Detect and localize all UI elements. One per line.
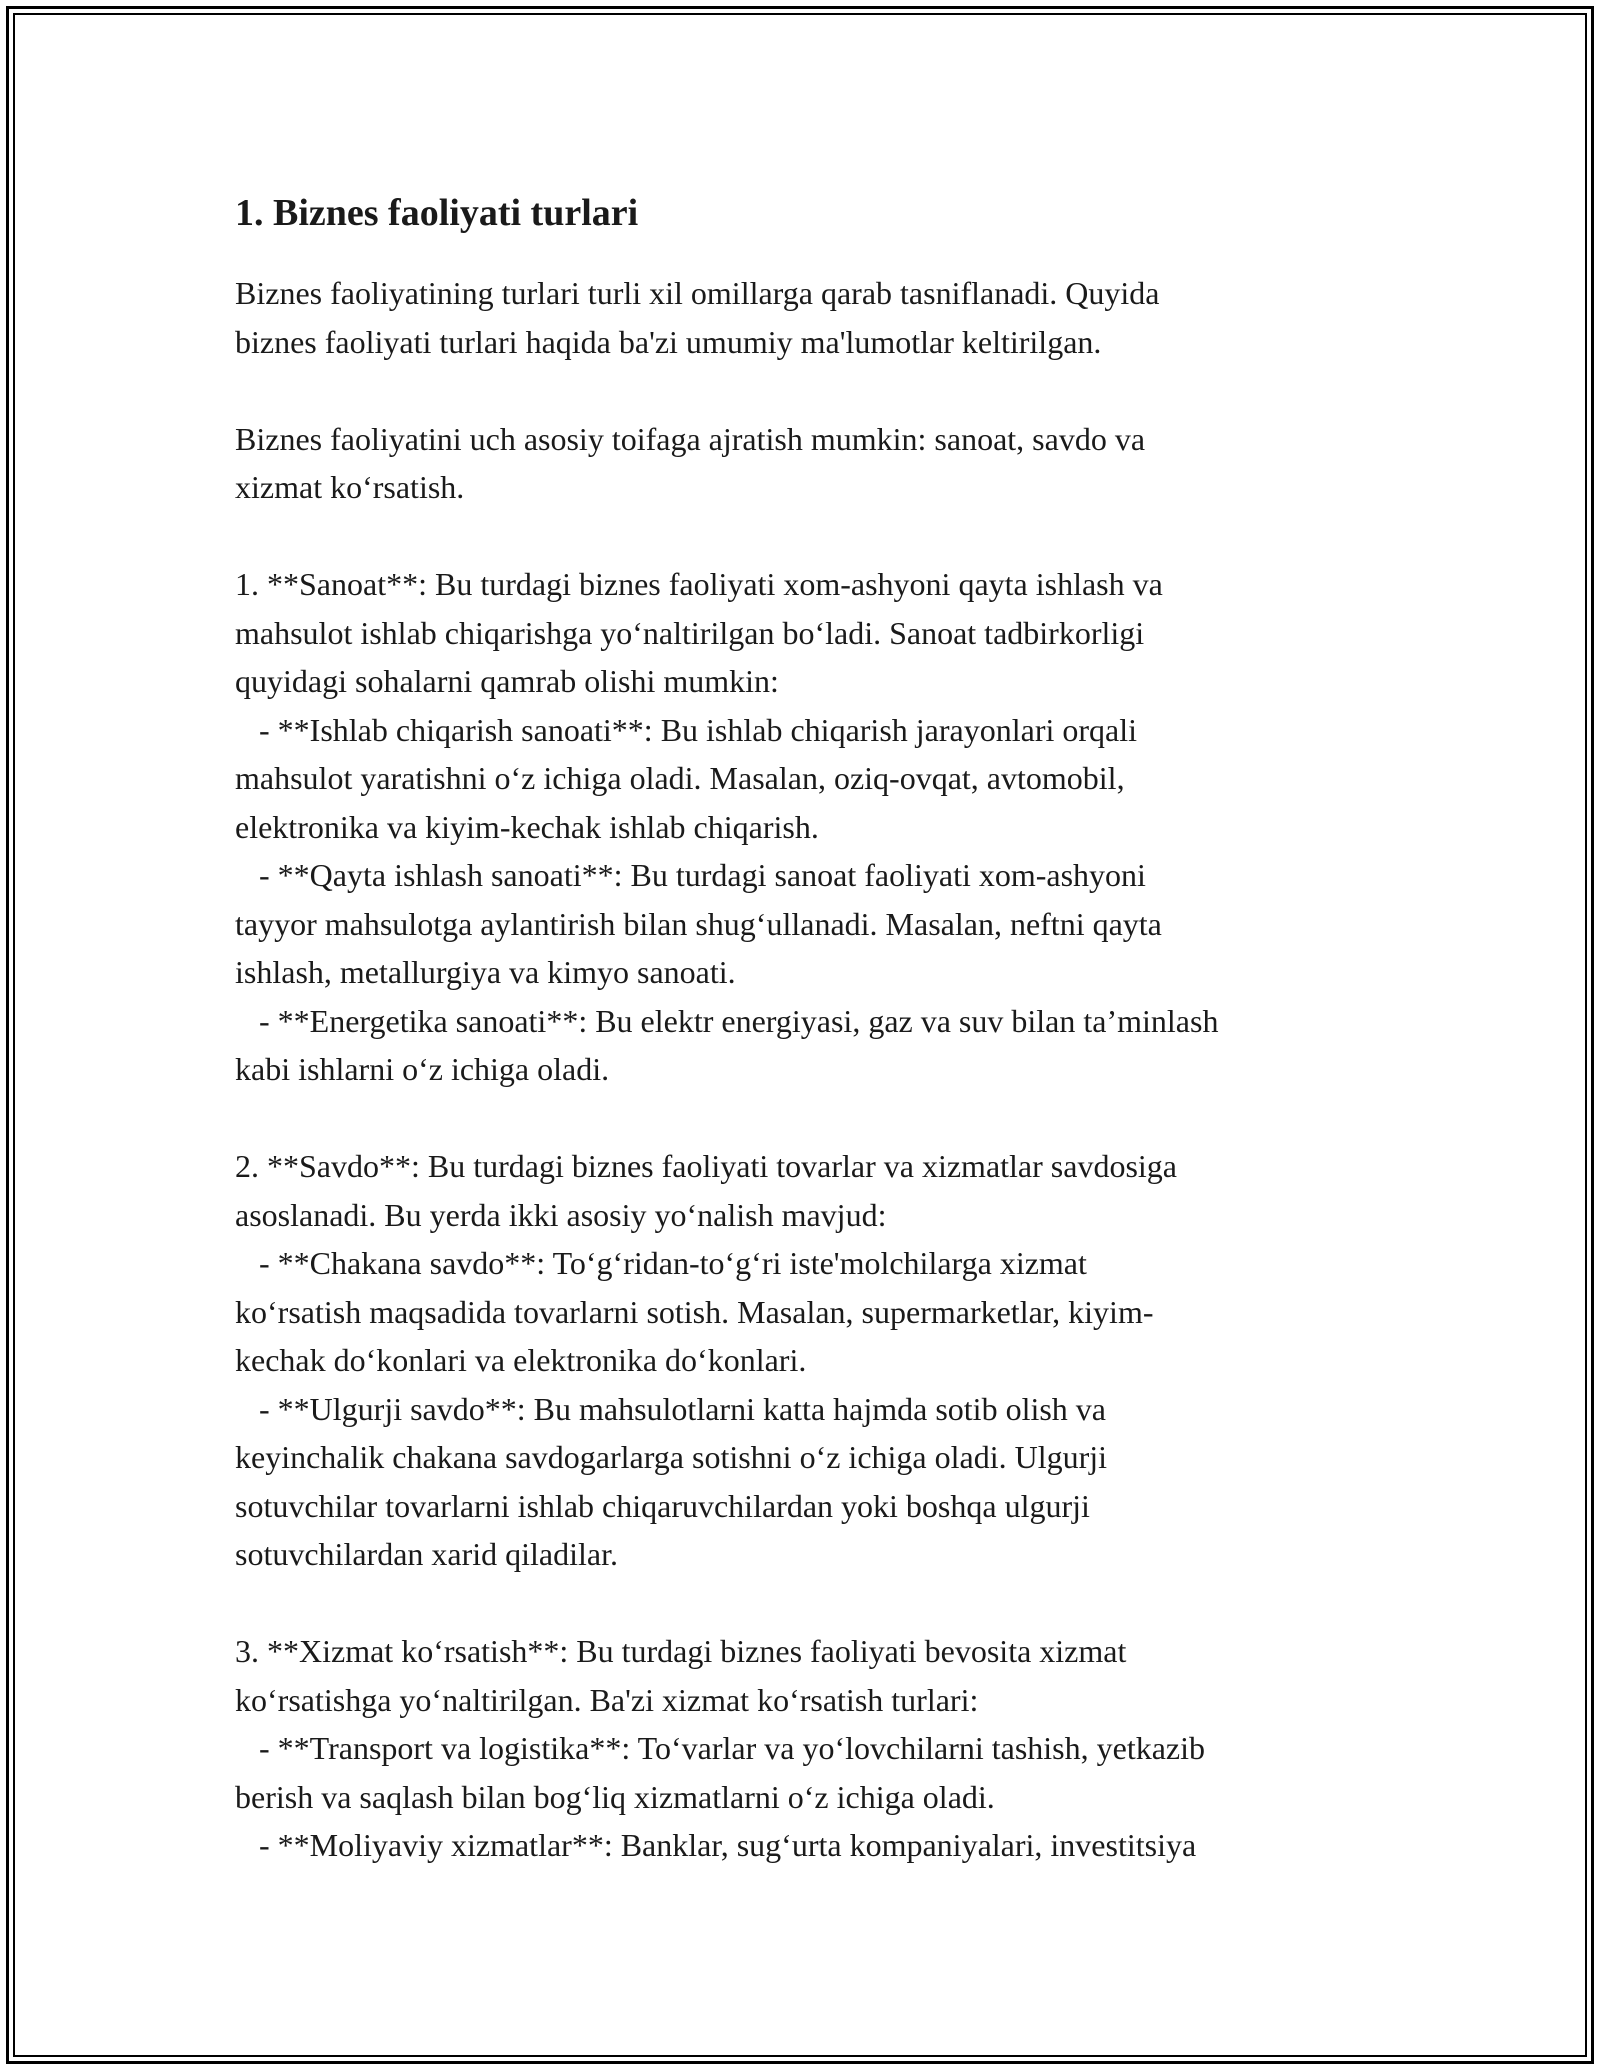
document-title: 1. Biznes faoliyati turlari (235, 192, 639, 234)
document-content (235, 185, 1385, 1870)
document-body: Biznes faoliyatining turlari turli xil omillarga qarab tasniflanadi. Quyida biznes faoliyati turlari haqida ba'zi umumiy ma'lumotlar keltirilgan. Biznes faoliyatini uch asosiy toifaga ajratish mumkin: sanoat, savdo va xizmat ko‘rsatish. 1. **Sanoat**: Bu turdagi biznes faoliyati xom-ashyoni qayta ishlash va mahsulot ishlab chiqarishga yo‘naltirilgan bo‘ladi. Sanoat tadbirkorligi quyidagi sohalarni qamrab olishi mumkin: - **Ishlab chiqarish sanoati**: Bu ishlab chiqarish jarayonlari orqali mahsulot yaratishni o‘z ichiga oladi. Masalan, oziq-ovqat, avtomobil, elektronika va kiyim-kechak ishlab chiqarish. - **Qayta ishlash sanoati**: Bu turdagi sanoat faoliyati xom-ashyoni tayyor mahsulotga aylantirish bilan shug‘ullanadi. Masalan, neftni qayta ishlash, metallurgiya va kimyo sanoati. - **Energetika sanoati**: Bu elektr energiyasi, gaz va suv bilan ta’minlash kabi ishlarni o‘z ichiga oladi. 2. **Savdo**: Bu turdagi biznes faoliyati tovarlar va xizmatlar savdosiga asoslanadi. Bu yerda ikki asosiy yo‘nalish mavjud: - **Chakana savdo**: To‘g‘ridan-to‘g‘ri iste'molchilarga xizmat ko‘rsatish maqsadida tovarlarni sotish. Masalan, supermarketlar, kiyim- kechak do‘konlari va elektronika do‘konlari. - **Ulgurji savdo**: Bu mahsulotlarni katta hajmda sotib olish va keyinchalik chakana savdogarlarga sotishni o‘z ichiga oladi. Ulgurji sotuvchilar tovarlarni ishlab chiqaruvchilardan yoki boshqa ulgurji sotuvchilardan xarid qiladilar. 3. **Xizmat ko‘rsatish**: Bu turdagi biznes faoliyati bevosita xizmat ko‘rsatishga yo‘naltirilgan. Ba'zi xizmat ko‘rsatish turlari: - **Transport va logistika**: To‘varlar va yo‘lovchilarni tashish, yetkazib berish va saqlash bilan bog‘liq xizmatlarni o‘z ichiga oladi. - **Moliyaviy xizmatlar**: Banklar, sug‘urta kompaniyalari, investitsiya (235, 275, 1219, 1863)
